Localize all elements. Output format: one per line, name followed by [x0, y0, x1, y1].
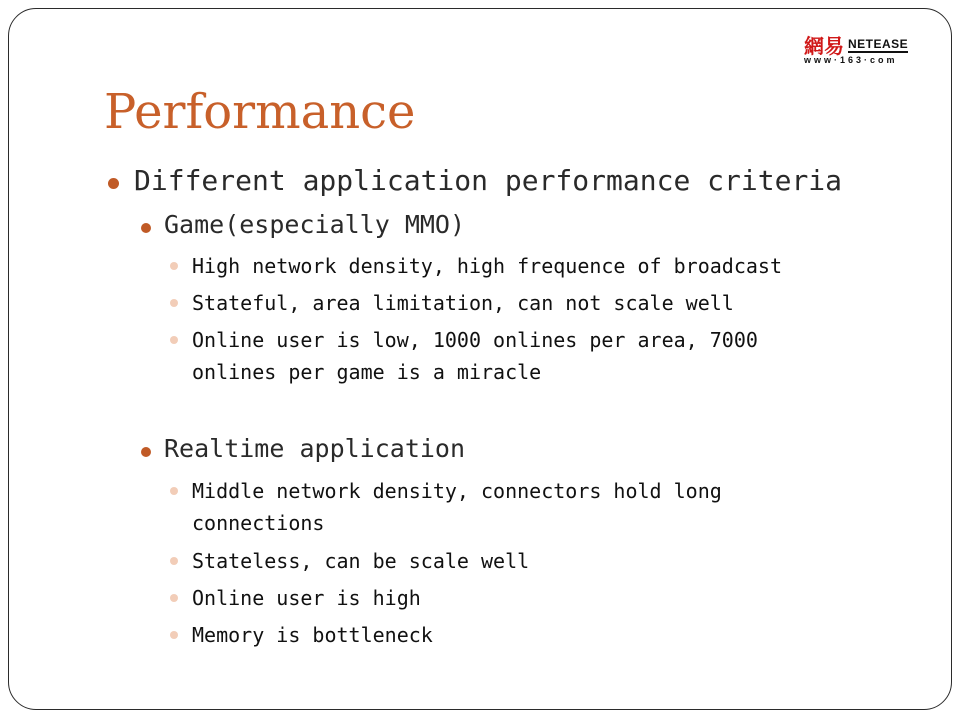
bullet-realtime-point: Middle network density, connectors hold long	[192, 479, 722, 503]
bullet-dot-icon	[141, 223, 151, 233]
bullet-realtime-point: Memory is bottleneck	[192, 623, 433, 647]
bullet-dot-icon	[141, 447, 151, 457]
bullet-game-point: Stateful, area limitation, can not scale well	[192, 291, 734, 315]
bullet-dot-icon	[170, 487, 178, 495]
bullet-game-heading: Game(especially MMO)	[164, 210, 466, 239]
bullet-realtime-point-continued: connections	[192, 511, 325, 535]
bullet-dot-icon	[170, 631, 178, 639]
logo-chinese-text: 網易	[804, 34, 844, 58]
bullet-realtime-point: Stateless, can be scale well	[192, 549, 530, 573]
bullet-dot-icon	[170, 557, 178, 565]
bullet-dot-icon	[108, 178, 119, 189]
bullet-main: Different application performance criteria	[134, 164, 843, 197]
bullet-game-point: Online user is low, 1000 onlines per area, 7000	[192, 328, 758, 352]
bullet-realtime-point: Online user is high	[192, 586, 421, 610]
netease-logo	[804, 30, 914, 70]
logo-url-text: www·163·com	[804, 55, 898, 65]
bullet-dot-icon	[170, 336, 178, 344]
bullet-dot-icon	[170, 299, 178, 307]
logo-english-text: NETEASE	[848, 37, 909, 51]
slide-title: Performance	[104, 84, 416, 140]
bullet-game-point-continued: onlines per game is a miracle	[192, 360, 542, 384]
bullet-dot-icon	[170, 594, 178, 602]
bullet-dot-icon	[170, 262, 178, 270]
bullet-game-point: High network density, high frequence of broadcast	[192, 254, 783, 278]
bullet-realtime-heading: Realtime application	[164, 434, 466, 463]
